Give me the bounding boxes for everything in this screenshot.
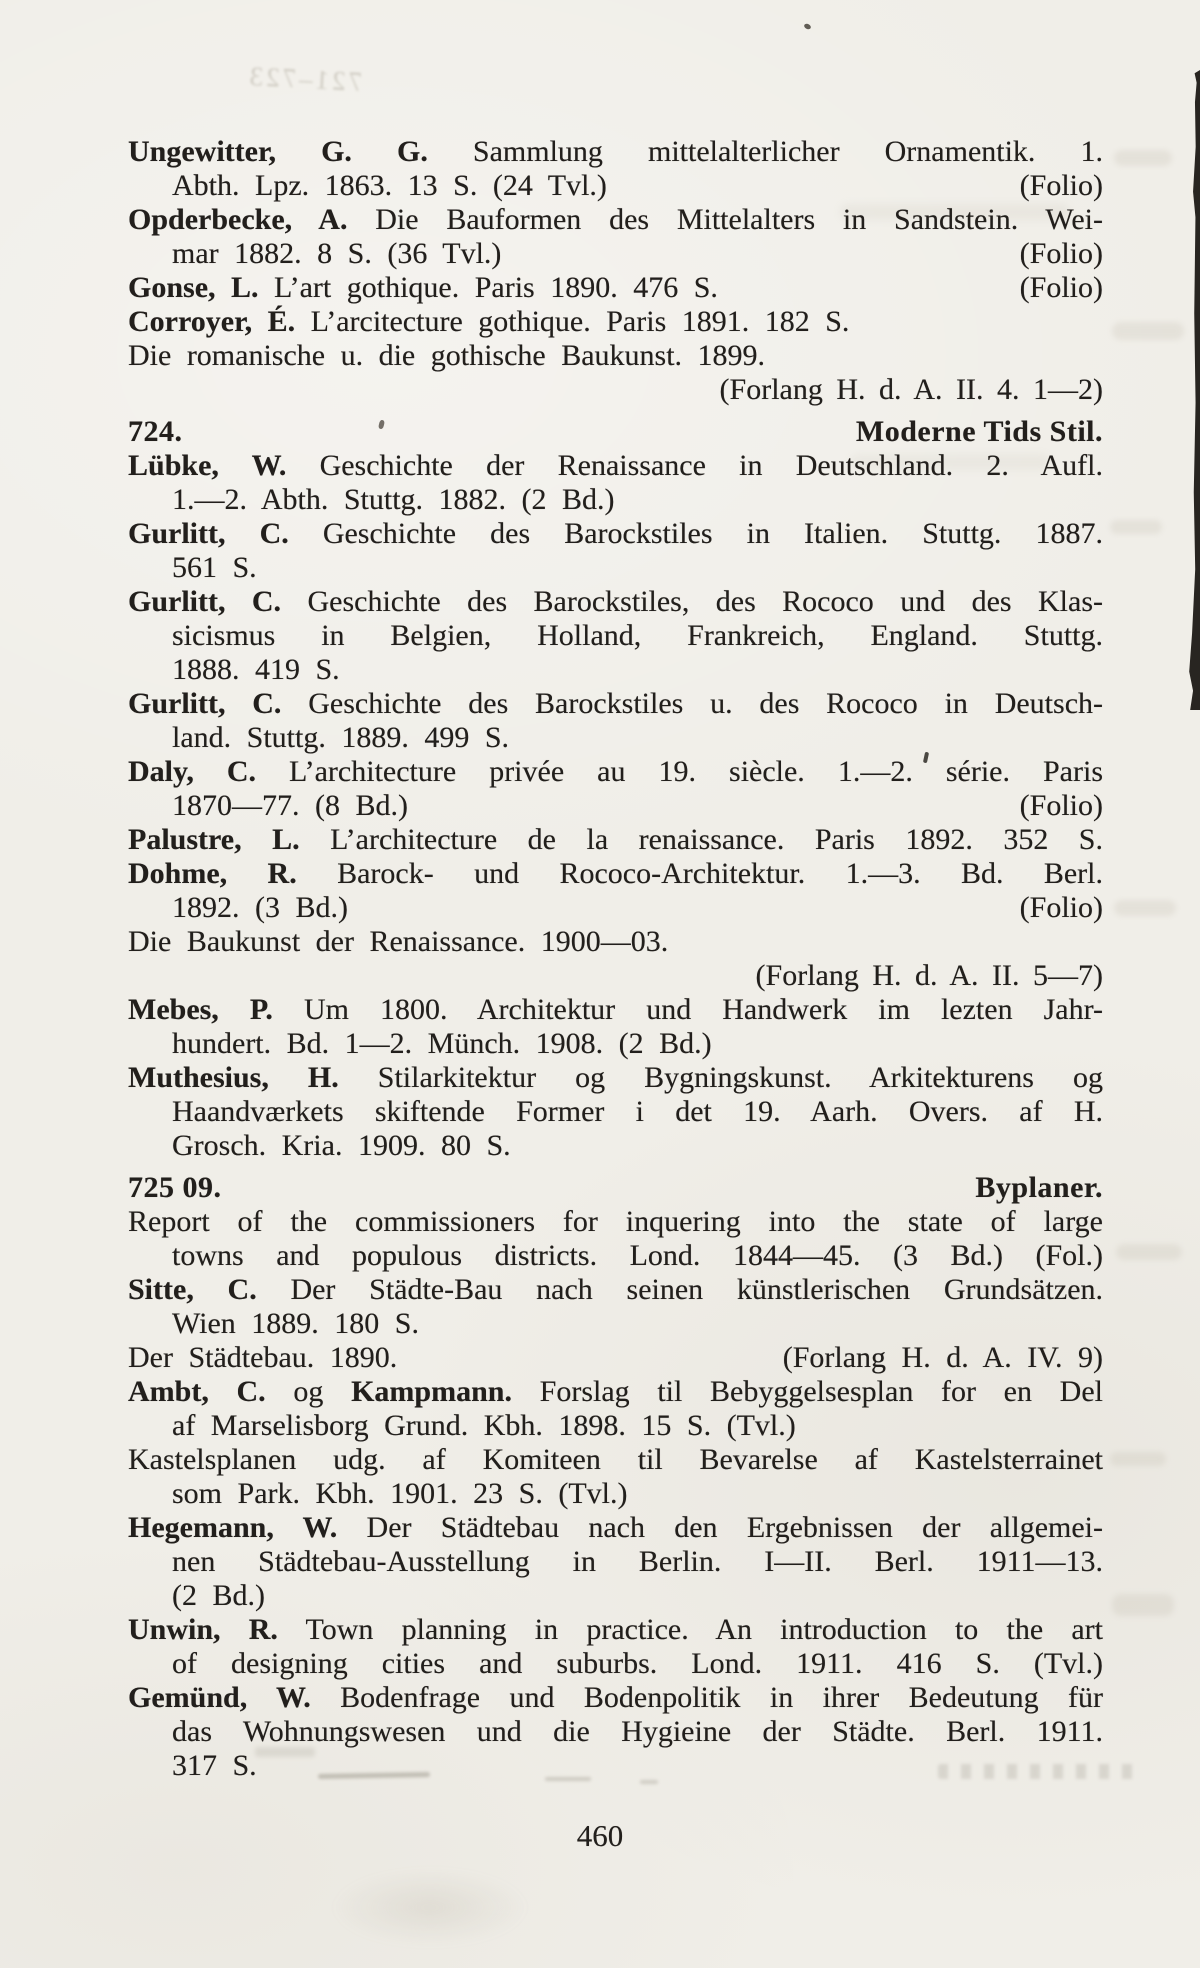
entry-line (128, 687, 1103, 721)
bleedthrough-smudge (1116, 1244, 1182, 1260)
entry-text: Town planning in practice. An introduction to the art (277, 1613, 1103, 1646)
entry-text: L’architecture privée au 19. siècle. 1.—2. série. Paris (256, 755, 1103, 788)
entry-line (128, 1273, 1103, 1307)
author-name: Dohme, R. (128, 857, 297, 890)
format-note: (Forlang H. d. A. IV. 9) (782, 1341, 1103, 1374)
entry-text: (Forlang H. d. A. II. 4. 1—2) (719, 373, 1103, 406)
section-number: 725 09. (128, 1171, 222, 1204)
entry-text: Geschichte des Barockstiles u. des Rococo in Deutsch- (281, 687, 1103, 720)
bibliography-text-block (128, 135, 1103, 1783)
entry-line (128, 585, 1103, 619)
entry-line (128, 1477, 1103, 1511)
entry-line (128, 551, 1103, 585)
entry-line (128, 305, 1103, 339)
entry-text: Geschichte der Renaissance in Deutschland. 2. Aufl. (286, 449, 1103, 482)
author-name: Gurlitt, C. (128, 517, 289, 550)
entry-line (128, 1027, 1103, 1061)
entry-text: Forslag til Bebyggelsesplan for en Del (511, 1375, 1103, 1408)
entry-text: sicismus in Belgien, Holland, Frankreich, England. Stuttg. (172, 619, 1103, 652)
entry-line (128, 1341, 1103, 1375)
entry-text: 1.—2. Abth. Stuttg. 1882. (2 Bd.) (172, 483, 615, 516)
paper-stain (295, 1855, 565, 1960)
bleedthrough-page-numbers: 721–723 (246, 60, 363, 97)
entry-line (128, 823, 1103, 857)
entry-text: Der Städtebau nach den Ergebnissen der allgemei- (337, 1511, 1104, 1544)
entry-line (128, 1307, 1103, 1341)
entry-line (128, 1129, 1103, 1163)
entry-line (128, 993, 1103, 1027)
author-name: Gonse, L. (128, 271, 259, 304)
format-note: (Folio) (1019, 237, 1103, 270)
author-name: Gemünd, W. (128, 1681, 311, 1714)
entry-text: of designing cities and suburbs. Lond. 1911. 416 S. (Tvl.) (172, 1647, 1103, 1680)
entry-line (128, 135, 1103, 169)
entry-main (128, 1341, 397, 1375)
scan-edge-artifact (1188, 70, 1200, 710)
author-name: Gurlitt, C. (128, 687, 282, 720)
entry-text: som Park. Kbh. 1901. 23 S. (Tvl.) (172, 1477, 628, 1510)
entry-text: Kastelsplanen udg. af Komiteen til Bevarelse af Kastelsterrainet (128, 1443, 1103, 1476)
bleedthrough-smudge (1112, 322, 1184, 340)
entry-line (128, 1239, 1103, 1273)
entry-text: (2 Bd.) (172, 1579, 265, 1612)
format-note: (Folio) (1019, 891, 1103, 924)
entry-line (128, 1545, 1103, 1579)
entry-text: Sammlung mittelalterlicher Ornamentik. 1. (427, 135, 1103, 168)
bleedthrough-smudge (1112, 1594, 1174, 1616)
entry-text: Der Städtebau. 1890. (128, 1341, 398, 1374)
entry-main (128, 271, 718, 305)
entry-line (128, 1715, 1103, 1749)
entry-line (128, 271, 1103, 305)
entry-line (128, 1443, 1103, 1477)
entry-text: Abth. Lpz. 1863. 13 S. (24 Tvl.) (172, 169, 607, 202)
entry-line (128, 1647, 1103, 1681)
author-name: Corroyer, É. (128, 305, 296, 338)
ink-speck (803, 23, 811, 30)
entry-text: Report of the commissioners for inquering into the state of large (128, 1205, 1103, 1238)
entry-line (128, 619, 1103, 653)
entry-line (128, 1409, 1103, 1443)
entry-line (128, 1095, 1103, 1129)
entry-line (128, 1613, 1103, 1647)
author-name: Muthesius, H. (128, 1061, 339, 1094)
entry-main (172, 891, 348, 925)
author-name: Mebes, P. (128, 993, 273, 1026)
entry-text: L’architecture de la renaissance. Paris 1892. 352 S. (299, 823, 1103, 856)
entry-line (128, 373, 1103, 407)
entry-text: og (265, 1375, 352, 1408)
entry-text: Haandværkets skiftende Former i det 19. Aarh. Overs. af H. (172, 1095, 1103, 1128)
entry-line (128, 789, 1103, 823)
entry-line (128, 237, 1103, 271)
entry-text: L’art gothique. Paris 1890. 476 S. (258, 271, 718, 304)
bleedthrough-smudge (1110, 520, 1162, 534)
entry-text: Barock- und Rococo-Architektur. 1.—3. Bd. Berl. (296, 857, 1103, 890)
entry-text: Wien 1889. 180 S. (172, 1307, 419, 1340)
page-number: 460 (576, 1818, 624, 1853)
entry-text: land. Stuttg. 1889. 499 S. (172, 721, 510, 754)
entry-line (128, 1375, 1103, 1409)
entry-line (128, 1579, 1103, 1613)
author-name: Opderbecke, A. (128, 203, 348, 236)
entry-line (128, 339, 1103, 373)
author-name: Gurlitt, C. (128, 585, 282, 618)
entry-text: towns and populous districts. Lond. 1844—45. (3 Bd.) (Fol.) (172, 1239, 1103, 1272)
entry-main (172, 237, 501, 271)
entry-line (128, 203, 1103, 237)
entry-main (172, 169, 607, 203)
bleedthrough-smudge (1110, 1452, 1166, 1466)
entry-line (128, 169, 1103, 203)
bleedthrough-smudge (1114, 900, 1176, 916)
entry-text: Die Bauformen des Mittelalters in Sandstein. Wei- (347, 203, 1103, 236)
entry-line (128, 483, 1103, 517)
section-title: Byplaner. (975, 1171, 1103, 1204)
entry-text: mar 1882. 8 S. (36 Tvl.) (172, 237, 502, 270)
entry-text: das Wohnungswesen und die Hygieine der Städte. Berl. 1911. (172, 1715, 1103, 1748)
entry-line (128, 959, 1103, 993)
entry-text: Bodenfrage und Bodenpolitik in ihrer Bedeutung für (310, 1681, 1103, 1714)
entry-line (128, 721, 1103, 755)
format-note: (Folio) (1019, 271, 1103, 304)
author-name: Daly, C. (128, 755, 257, 788)
author-name: Sitte, C. (128, 1273, 257, 1306)
entry-line (128, 1205, 1103, 1239)
entry-text: Geschichte des Barockstiles, des Rococo und des Klas- (281, 585, 1103, 618)
bleedthrough-smudge (1114, 150, 1172, 166)
entry-text: nen Städtebau-Ausstellung in Berlin. I—II. Berl. 1911—13. (172, 1545, 1103, 1578)
entry-text: Die Baukunst der Renaissance. 1900—03. (128, 925, 669, 958)
format-note: (Folio) (1019, 789, 1103, 822)
entry-text: 1870—77. (8 Bd.) (172, 789, 408, 822)
entry-text: Stilarkitektur og Bygningskunst. Arkitekturens og (338, 1061, 1104, 1094)
entry-line (128, 1061, 1103, 1095)
entry-text: L’arcitecture gothique. Paris 1891. 182 S. (295, 305, 850, 338)
entry-line (128, 755, 1103, 789)
entry-line (128, 517, 1103, 551)
entry-line (128, 1749, 1103, 1783)
entry-line (128, 891, 1103, 925)
entry-line (128, 857, 1103, 891)
author-name: Lübke, W. (128, 449, 287, 482)
entry-text: 317 S. (172, 1749, 257, 1782)
entry-text: Grosch. Kria. 1909. 80 S. (172, 1129, 511, 1162)
section-header (128, 415, 1103, 449)
author-name: Hegemann, W. (128, 1511, 338, 1544)
entry-text: Geschichte des Barockstiles in Italien. Stuttg. 1887. (288, 517, 1103, 550)
entry-text: af Marselisborg Grund. Kbh. 1898. 15 S. (Tvl.) (172, 1409, 796, 1442)
author-name: Palustre, L. (128, 823, 300, 856)
section-header (128, 1171, 1103, 1205)
entry-text: Um 1800. Architektur und Handwerk im lezten Jahr- (272, 993, 1103, 1026)
entry-line (128, 653, 1103, 687)
entry-text: 1888. 419 S. (172, 653, 340, 686)
entry-text: 561 S. (172, 551, 257, 584)
entry-line (128, 925, 1103, 959)
author-name: Kampmann. (351, 1375, 512, 1408)
entry-line (128, 1681, 1103, 1715)
entry-text: Die romanische u. die gothische Baukunst. 1899. (128, 339, 766, 372)
format-note: (Folio) (1019, 169, 1103, 202)
entry-line (128, 449, 1103, 483)
section-number: 724. (128, 415, 183, 448)
entry-text: (Forlang H. d. A. II. 5—7) (755, 959, 1103, 992)
entry-text: 1892. (3 Bd.) (172, 891, 348, 924)
entry-text: hundert. Bd. 1—2. Münch. 1908. (2 Bd.) (172, 1027, 712, 1060)
author-name: Ungewitter, G. G. (128, 135, 428, 168)
entry-line (128, 1511, 1103, 1545)
entry-main (172, 789, 408, 823)
section-title: Moderne Tids Stil. (855, 415, 1103, 448)
author-name: Unwin, R. (128, 1613, 278, 1646)
entry-text: Der Städte-Bau nach seinen künstlerischen Grundsätzen. (256, 1273, 1104, 1306)
author-name: Ambt, C. (128, 1375, 266, 1408)
